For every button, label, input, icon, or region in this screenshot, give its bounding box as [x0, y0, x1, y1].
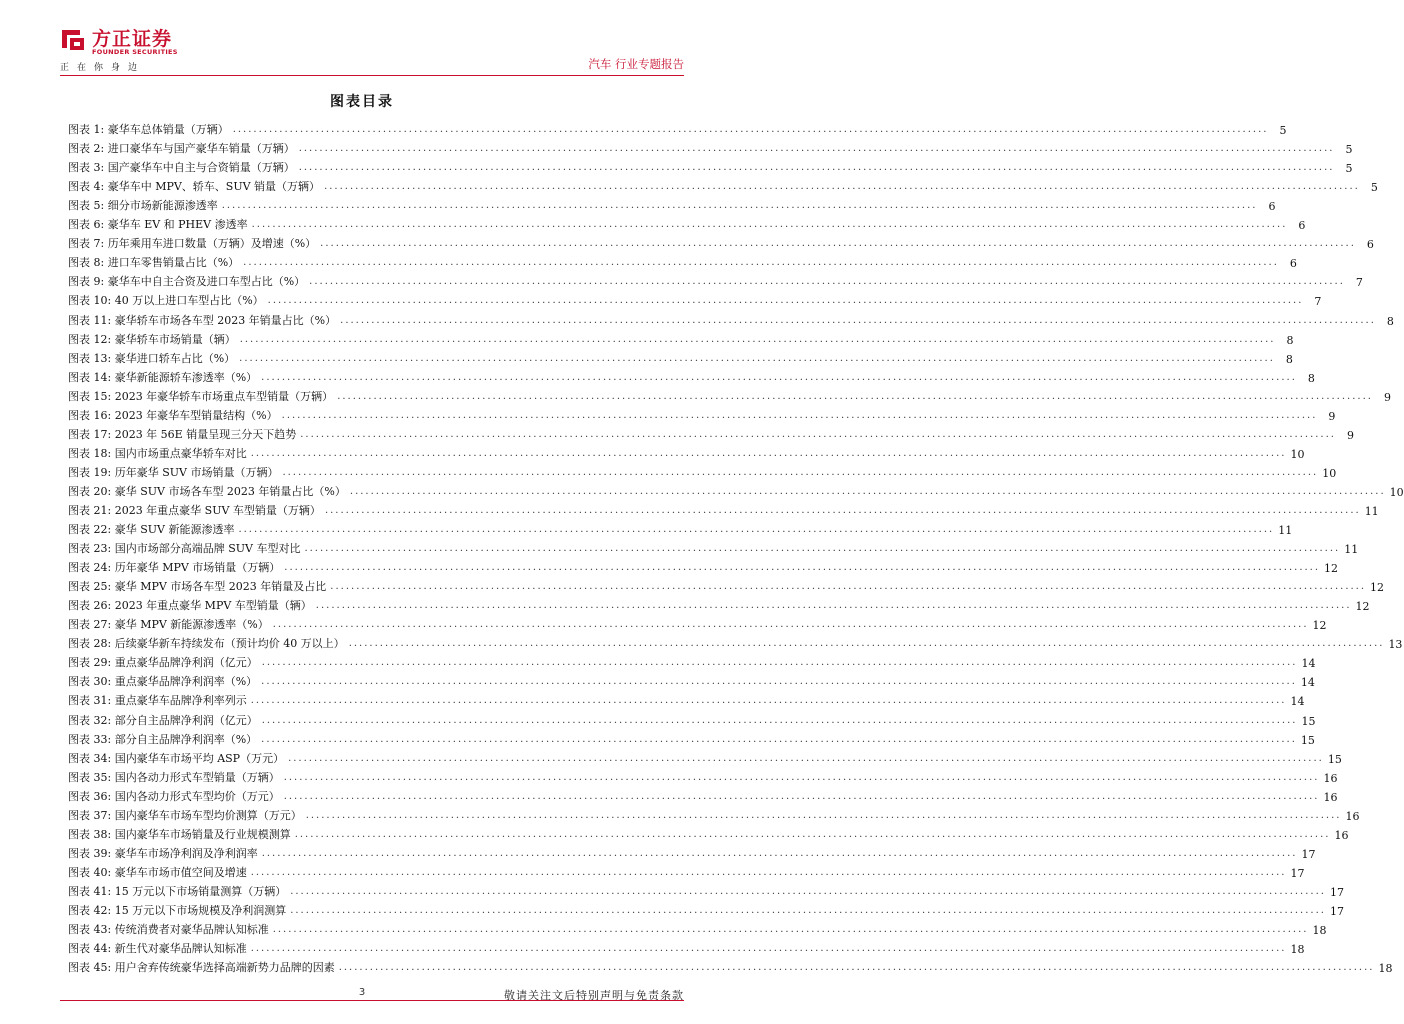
toc-entry-label: 图表 38: 国内豪华车市场销量及行业规模测算	[68, 827, 291, 841]
toc-entry-page: 17	[1301, 847, 1316, 861]
toc-entry-page: 15	[1301, 714, 1316, 728]
slogan: 正在你身边	[60, 63, 146, 73]
toc-entry-label: 图表 43: 传统消费者对豪华品牌认知标准	[68, 923, 269, 937]
toc-entry-label: 图表 20: 豪华 SUV 市场各车型 2023 年销量占比（%）	[68, 484, 346, 498]
toc-entry[interactable]	[68, 861, 1305, 880]
toc-leader-dots: ........................................................................................................................................................................................................	[239, 333, 1276, 345]
toc-leader-dots: ........................................................................................................................................................................................................	[261, 733, 1297, 745]
toc-list	[68, 118, 1404, 976]
toc-entry-page: 17	[1329, 904, 1344, 918]
toc-entry-page: 14	[1290, 695, 1305, 709]
toc-entry-page: 11	[1344, 543, 1359, 557]
toc-entry-label: 图表 15: 2023 年豪华轿车市场重点车型销量（万辆）	[68, 389, 334, 403]
toc-entry-label: 图表 32: 部分自主品牌净利润（亿元）	[68, 713, 258, 727]
toc-entry-page: 16	[1323, 771, 1338, 785]
toc-entry[interactable]	[68, 899, 1344, 918]
toc-entry-page: 5	[1345, 143, 1353, 157]
toc-entry-label: 图表 1: 豪华车总体销量（万辆）	[68, 123, 229, 137]
toc-entry-page: 18	[1378, 962, 1393, 976]
toc-leader-dots: ........................................................................................................................................................................................................	[283, 790, 1320, 802]
toc-entry-label: 图表 30: 重点豪华品牌净利润率（%）	[68, 675, 258, 689]
toc-title: 图表目录	[330, 94, 394, 110]
toc-entry-page: 16	[1334, 828, 1349, 842]
toc-entry[interactable]	[68, 537, 1359, 557]
toc-entry[interactable]	[68, 156, 1353, 176]
toc-entry[interactable]	[68, 766, 1338, 785]
toc-leader-dots: ........................................................................................................................................................................................................	[267, 295, 1304, 307]
toc-entry-label: 图表 12: 豪华轿车市场销量（辆）	[68, 332, 236, 346]
toc-entry[interactable]	[68, 308, 1394, 328]
toc-entry-label: 图表 45: 用户舍弃传统豪华选择高端新势力品牌的因素	[68, 961, 335, 975]
toc-entry[interactable]	[68, 918, 1327, 938]
toc-leader-dots: ........................................................................................................................................................................................................	[251, 219, 1288, 231]
toc-entry-label: 图表 16: 2023 年豪华车型销量结构（%）	[68, 408, 278, 422]
toc-leader-dots: ........................................................................................................................................................................................................	[238, 524, 1275, 536]
toc-entry-label: 图表 33: 部分自主品牌净利润率（%）	[68, 732, 258, 746]
toc-entry[interactable]	[68, 518, 1293, 538]
toc-entry[interactable]	[68, 366, 1315, 385]
toc-leader-dots: ........................................................................................................................................................................................................	[239, 352, 1275, 364]
toc-entry[interactable]	[68, 708, 1316, 728]
footer-disclaimer: 敬请关注文后特别声明与免责条款	[504, 989, 684, 1002]
toc-entry-label: 图表 42: 15 万元以下市场规模及净利润测算	[68, 903, 287, 917]
toc-entry-page: 9	[1328, 409, 1336, 423]
toc-entry-label: 图表 19: 历年豪华 SUV 市场销量（万辆）	[68, 465, 279, 479]
toc-entry[interactable]	[68, 880, 1344, 899]
toc-entry-label: 图表 17: 2023 年 56E 销量呈现三分天下趋势	[68, 427, 297, 441]
toc-entry-page: 15	[1300, 733, 1315, 747]
toc-entry-page: 8	[1386, 314, 1394, 328]
toc-entry[interactable]	[68, 785, 1338, 804]
toc-entry-page: 12	[1324, 562, 1339, 576]
toc-entry-page: 12	[1312, 619, 1327, 633]
toc-leader-dots: ........................................................................................................................................................................................................	[298, 143, 1335, 155]
toc-entry-page: 16	[1323, 790, 1338, 804]
toc-entry-page: 7	[1314, 295, 1322, 309]
toc-entry[interactable]	[68, 232, 1374, 252]
toc-entry-page: 16	[1345, 809, 1360, 823]
toc-leader-dots: ........................................................................................................................................................................................................	[250, 447, 1287, 459]
toc-entry-page: 12	[1370, 581, 1385, 595]
toc-entry[interactable]	[68, 461, 1337, 480]
toc-entry-page: 8	[1286, 333, 1294, 347]
toc-leader-dots: ........................................................................................................................................................................................................	[348, 638, 1385, 650]
toc-entry-label: 图表 27: 豪华 MPV 新能源渗透率（%）	[68, 618, 269, 632]
toc-entry[interactable]	[68, 937, 1305, 957]
toc-entry-label: 图表 23: 国内市场部分高端品牌 SUV 车型对比	[68, 542, 301, 556]
page-header	[0, 0, 724, 80]
logo-cn-text: 方正证券	[92, 28, 173, 50]
toc-entry-label: 图表 8: 进口车零售销量占比（%）	[68, 256, 240, 270]
toc-leader-dots: ........................................................................................................................................................................................................	[261, 847, 1298, 859]
toc-entry-label: 图表 28: 后续豪华新车持续发布（预计均价 40 万以上）	[68, 637, 345, 651]
report-type: 汽车 行业专题报告	[588, 57, 684, 71]
toc-leader-dots: ........................................................................................................................................................................................................	[304, 543, 1341, 555]
toc-entry-page: 6	[1298, 219, 1306, 233]
toc-leader-dots: ........................................................................................................................................................................................................	[330, 581, 1367, 593]
toc-entry-label: 图表 37: 国内豪华车市场车型均价测算（万元）	[68, 808, 302, 822]
toc-leader-dots: ........................................................................................................................................................................................................	[294, 828, 1331, 840]
toc-leader-dots: ........................................................................................................................................................................................................	[272, 619, 1309, 631]
toc-entry[interactable]	[68, 175, 1378, 195]
toc-entry[interactable]	[68, 289, 1322, 309]
toc-entry[interactable]	[68, 651, 1316, 671]
toc-entry-page: 10	[1322, 466, 1337, 480]
toc-entry-label: 图表 6: 豪华车 EV 和 PHEV 渗透率	[68, 218, 248, 232]
toc-entry-label: 图表 9: 豪华车中自主合资及进口车型占比（%）	[68, 275, 306, 289]
toc-entry[interactable]	[68, 956, 1393, 976]
toc-leader-dots: ........................................................................................................................................................................................................	[250, 695, 1287, 707]
toc-entry-label: 图表 18: 国内市场重点豪华轿车对比	[68, 446, 247, 460]
toc-leader-dots: ........................................................................................................................................................................................................	[282, 466, 1319, 478]
toc-entry-page: 17	[1329, 885, 1344, 899]
toc-entry-label: 图表 14: 豪华新能源轿车渗透率（%）	[68, 370, 258, 384]
toc-leader-dots: ........................................................................................................................................................................................................	[337, 390, 1373, 402]
toc-entry-page: 17	[1290, 866, 1305, 880]
toc-leader-dots: ........................................................................................................................................................................................................	[250, 943, 1287, 955]
toc-entry[interactable]	[68, 347, 1293, 366]
toc-leader-dots: ........................................................................................................................................................................................................	[261, 676, 1297, 688]
toc-entry[interactable]	[68, 251, 1297, 271]
toc-entry-label: 图表 35: 国内各动力形式车型销量（万辆）	[68, 770, 280, 784]
toc-entry-label: 图表 39: 豪华车市场净利润及净利润率	[68, 846, 258, 860]
toc-entry[interactable]	[68, 823, 1349, 842]
toc-entry[interactable]	[68, 842, 1316, 861]
toc-entry[interactable]	[68, 689, 1305, 709]
toc-entry[interactable]	[68, 613, 1327, 633]
toc-entry-page: 5	[1279, 124, 1287, 138]
toc-leader-dots: ........................................................................................................................................................................................................	[261, 714, 1298, 726]
toc-entry-label: 图表 41: 15 万元以下市场销量测算（万辆）	[68, 884, 287, 898]
toc-entry-page: 5	[1345, 162, 1353, 176]
toc-entry-page: 9	[1383, 390, 1391, 404]
founder-logo-icon	[60, 26, 86, 52]
toc-leader-dots: ........................................................................................................................................................................................................	[349, 485, 1386, 497]
toc-leader-dots: ........................................................................................................................................................................................................	[298, 162, 1335, 174]
toc-entry-label: 图表 34: 国内豪华车市场平均 ASP（万元）	[68, 751, 285, 765]
toc-entry-page: 14	[1301, 657, 1316, 671]
toc-entry-page: 10	[1389, 485, 1404, 499]
toc-entry-page: 18	[1312, 924, 1327, 938]
toc-leader-dots: ........................................................................................................................................................................................................	[288, 752, 1324, 764]
toc-entry-page: 11	[1364, 504, 1379, 518]
toc-leader-dots: ........................................................................................................................................................................................................	[305, 809, 1342, 821]
toc-entry-page: 9	[1346, 428, 1354, 442]
toc-entry[interactable]	[68, 118, 1287, 138]
toc-entry[interactable]	[68, 670, 1315, 690]
toc-entry[interactable]	[68, 480, 1404, 499]
toc-entry-label: 图表 40: 豪华车市场市值空间及增速	[68, 865, 247, 879]
toc-entry-label: 图表 3: 国产豪华车中自主与合资销量（万辆）	[68, 161, 295, 175]
toc-entry-label: 图表 22: 豪华 SUV 新能源渗透率	[68, 523, 235, 537]
toc-leader-dots: ........................................................................................................................................................................................................	[232, 124, 1269, 136]
toc-leader-dots: ........................................................................................................................................................................................................	[261, 371, 1297, 383]
toc-leader-dots: ........................................................................................................................................................................................................	[272, 924, 1309, 936]
toc-entry-page: 10	[1290, 447, 1305, 461]
toc-entry[interactable]	[68, 270, 1363, 290]
toc-leader-dots: ........................................................................................................................................................................................................	[243, 257, 1279, 269]
toc-entry[interactable]	[68, 213, 1306, 233]
toc-entry-page: 14	[1300, 676, 1315, 690]
toc-entry[interactable]	[68, 137, 1353, 157]
toc-entry-label: 图表 5: 细分市场新能源渗透率	[68, 199, 218, 213]
toc-entry-label: 图表 2: 进口豪华车与国产豪华车销量（万辆）	[68, 142, 295, 156]
toc-leader-dots: ........................................................................................................................................................................................................	[261, 657, 1298, 669]
toc-entry-label: 图表 13: 豪华进口轿车占比（%）	[68, 351, 236, 365]
toc-entry-label: 图表 7: 历年乘用车进口数量（万辆）及增速（%）	[68, 237, 317, 251]
toc-entry-page: 6	[1268, 200, 1276, 214]
toc-entry-label: 图表 44: 新生代对豪华品牌认知标准	[68, 942, 247, 956]
toc-leader-dots: ........................................................................................................................................................................................................	[338, 962, 1375, 974]
toc-entry[interactable]	[68, 594, 1370, 614]
toc-entry[interactable]	[68, 728, 1315, 747]
toc-entry-page: 12	[1355, 600, 1370, 614]
toc-leader-dots: ........................................................................................................................................................................................................	[315, 600, 1352, 612]
toc-entry-page: 5	[1370, 181, 1378, 195]
toc-entry[interactable]	[68, 747, 1342, 766]
toc-leader-dots: ........................................................................................................................................................................................................	[290, 904, 1326, 916]
toc-entry-page: 6	[1366, 238, 1374, 252]
toc-entry[interactable]	[68, 556, 1339, 576]
toc-leader-dots: ........................................................................................................................................................................................................	[281, 409, 1318, 421]
toc-leader-dots: ........................................................................................................................................................................................................	[309, 276, 1345, 288]
toc-entry-label: 图表 29: 重点豪华品牌净利润（亿元）	[68, 656, 258, 670]
toc-leader-dots: ........................................................................................................................................................................................................	[320, 238, 1356, 250]
toc-entry-label: 图表 11: 豪华轿车市场各车型 2023 年销量占比（%）	[68, 313, 337, 327]
toc-entry-page: 15	[1327, 752, 1342, 766]
toc-entry-label: 图表 36: 国内各动力形式车型均价（万元）	[68, 789, 280, 803]
toc-leader-dots: ........................................................................................................................................................................................................	[340, 314, 1376, 326]
toc-entry-page: 13	[1388, 638, 1403, 652]
toc-entry-page: 8	[1285, 352, 1293, 366]
toc-entry[interactable]	[68, 442, 1305, 461]
toc-entry-label: 图表 10: 40 万以上进口车型占比（%）	[68, 294, 264, 308]
toc-leader-dots: ........................................................................................................................................................................................................	[221, 200, 1258, 212]
page-number: 3	[358, 987, 366, 998]
toc-entry-label: 图表 26: 2023 年重点豪华 MPV 车型销量（辆）	[68, 599, 312, 613]
toc-leader-dots: ........................................................................................................................................................................................................	[300, 428, 1336, 440]
toc-entry[interactable]	[68, 385, 1391, 404]
toc-entry[interactable]	[68, 632, 1403, 652]
toc-entry-label: 图表 25: 豪华 MPV 市场各车型 2023 年销量及占比	[68, 580, 327, 594]
toc-leader-dots: ........................................................................................................................................................................................................	[324, 504, 1361, 516]
toc-entry[interactable]	[68, 804, 1360, 823]
toc-entry-label: 图表 24: 历年豪华 MPV 市场销量（万辆）	[68, 561, 281, 575]
toc-leader-dots: ........................................................................................................................................................................................................	[250, 866, 1287, 878]
toc-entry-page: 11	[1278, 524, 1293, 538]
header-divider	[60, 75, 684, 76]
logo-en-text: FOUNDER SECURITIES	[92, 48, 178, 56]
toc-entry-page: 7	[1355, 276, 1363, 290]
toc-entry-page: 6	[1289, 257, 1297, 271]
toc-entry[interactable]	[68, 194, 1276, 214]
toc-entry-label: 图表 31: 重点豪华车品牌净利率列示	[68, 694, 247, 708]
toc-entry[interactable]	[68, 499, 1379, 518]
toc-entry[interactable]	[68, 328, 1294, 347]
toc-leader-dots: ........................................................................................................................................................................................................	[284, 562, 1321, 574]
toc-leader-dots: ........................................................................................................................................................................................................	[283, 771, 1320, 783]
toc-entry[interactable]	[68, 404, 1336, 423]
toc-entry[interactable]	[68, 423, 1354, 442]
toc-entry[interactable]	[68, 575, 1385, 595]
toc-entry-label: 图表 4: 豪华车中 MPV、轿车、SUV 销量（万辆）	[68, 180, 321, 194]
toc-leader-dots: ........................................................................................................................................................................................................	[324, 181, 1360, 193]
toc-leader-dots: ........................................................................................................................................................................................................	[290, 885, 1326, 897]
footer-divider	[60, 1000, 684, 1001]
toc-entry-page: 8	[1307, 371, 1315, 385]
toc-entry-page: 18	[1290, 943, 1305, 957]
toc-entry-label: 图表 21: 2023 年重点豪华 SUV 车型销量（万辆）	[68, 503, 321, 517]
